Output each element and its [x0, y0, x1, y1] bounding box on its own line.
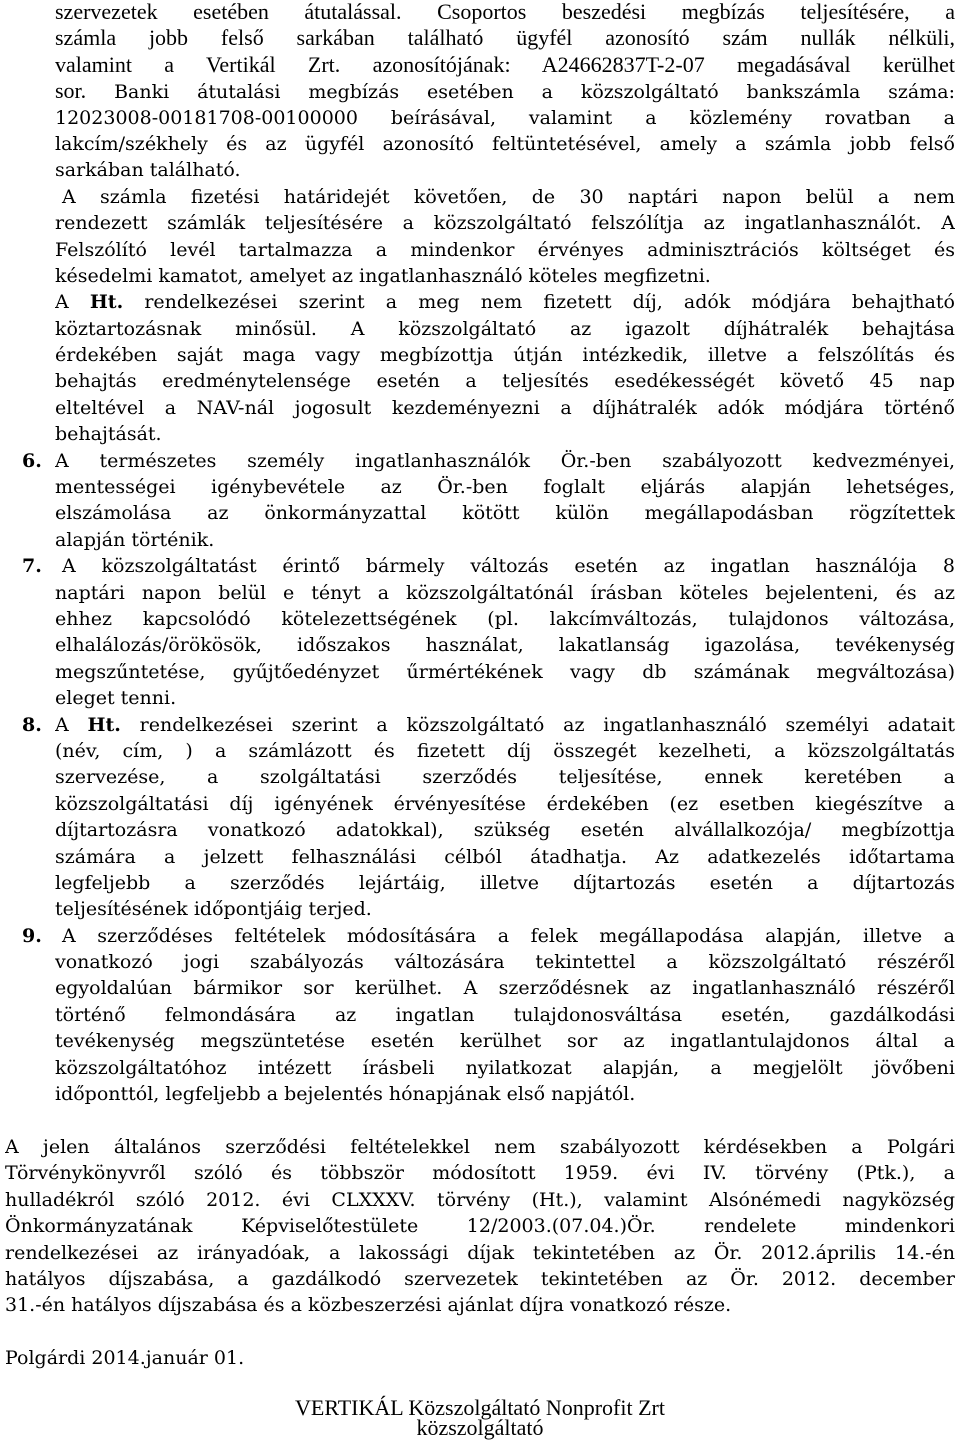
text-line: elhalálozás/örökösök, időszakos használat, lakatlanság igazolása, tevékenység	[55, 634, 955, 657]
text-line: 12023008-00181708-00100000 beírásával, valamint a közlemény rovatban a	[55, 106, 955, 129]
text-line: díjtartozásra vonatkozó adatokkal), szükség esetén alvállalkozója/ megbízottja	[55, 819, 955, 842]
text-line: Törvénykönyvről szóló és többször módosított 1959. évi IV. törvény (Ptk.), a	[5, 1162, 955, 1185]
date-line: Polgárdi 2014.január 01.	[5, 1347, 245, 1369]
text-line: vonatkozó jogi szabályozás változására tekintettel a közszolgáltató részéről	[55, 951, 955, 974]
text-line: Felszólító levél tartalmazza a mindenkor érvényes adminisztrációs költséget és	[55, 238, 955, 261]
text-line: mentességei igénybevétele az Ör.-ben foglalt eljárás alapján lehetséges,	[55, 476, 955, 499]
text-line: Önkormányzatának Képviselőtestülete 12/2003.(07.04.)Ör. rendelete mindenkori	[5, 1215, 955, 1238]
item-number: 8.	[22, 713, 42, 736]
text-line: számára a jelzett felhasználási célból átadhatja. Az adatkezelés időtartama	[55, 845, 955, 868]
text-line: számla jobb felső sarkában található ügyfél azonosító szám nullák nélküli,	[55, 25, 955, 51]
item-number: 6.	[22, 449, 42, 472]
text-line: történő felmondására az ingatlan tulajdonosváltása esetén, gazdálkodási	[55, 1003, 955, 1026]
law-abbreviation: Ht.	[87, 713, 121, 736]
list-item-6	[22, 448, 955, 554]
text-line: köztartozásnak minősül. A közszolgáltató az igazolt díjhátralék behajtása	[55, 317, 955, 340]
text-line: lakcím/székhely és az ügyfél azonosító feltüntetésével, amely a számla jobb felső	[55, 132, 955, 155]
text-line: legfeljebb a szerződés lejártáig, illetve díjtartozás esetén a díjtartozás	[55, 871, 955, 894]
document-body	[22, 0, 955, 1107]
text-line: rendelkezései az irányadóak, a lakossági díjak tekintetében az Ör. 2012.április 14.-én	[5, 1241, 955, 1264]
text-line: elszámolása az önkormányzattal kötött külön megállapodásban rögzítettek	[55, 502, 955, 525]
text-segment: sor.	[55, 78, 87, 104]
text-line: teljesítésének időpontjáig terjed.	[55, 898, 372, 921]
signature-block	[0, 1395, 960, 1440]
text-line: szervezetek esetében átutalással. Csoportos beszedési megbízás teljesítésére, a	[55, 0, 955, 24]
payment-paragraph	[55, 0, 955, 184]
reminder-paragraph	[55, 184, 955, 290]
text-segment: rendelkezései szerint a meg nem fizetett díj, adók módjára behajtható	[123, 291, 955, 314]
closing-paragraph	[5, 1134, 955, 1319]
text-line: tevékenység megszüntetése esetén kerülhet sor az ingatlantulajdonos által a	[55, 1030, 955, 1053]
text-line: szervezése, a szolgáltatási szerződés teljesítése, ennek keretében a	[55, 766, 955, 789]
text-line: elteltével a NAV-nál jogosult kezdeményezni a díjhátralék adók módjára történő	[55, 396, 955, 419]
text-line: megszűntetése, gyűjtőedényzet űrmértékének vagy db számának megváltozása)	[55, 660, 955, 683]
item-number: 9.	[22, 924, 42, 947]
text-line: közszolgáltatóhoz intézett írásbeli nyilatkozat alapján, a megjelölt jövőbeni	[55, 1056, 955, 1079]
text-line	[55, 78, 955, 104]
text-line: egyoldalúan bármikor sor kerülhet. A szerződésnek az ingatlanhasználó részéről	[55, 977, 955, 1000]
signature-company: VERTIKÁL Közszolgáltató Nonprofit Zrt	[295, 1395, 665, 1420]
text-line: A számla fizetési határidejét követően, de 30 naptári napon belül a nem	[62, 185, 955, 208]
text-line	[55, 712, 955, 738]
text-line: A szerződéses feltételek módosítására a felek megállapodása alapján, illetve a	[62, 924, 955, 947]
text-line	[55, 289, 955, 315]
text-segment: A	[55, 713, 88, 736]
text-segment: rendelkezései szerint a közszolgáltató az ingatlanhasználó személyi adatait	[120, 713, 955, 736]
text-segment: A	[55, 291, 90, 314]
text-line: rendezett számlák teljesítésére a közszolgáltató felszólítja az ingatlanhasználót. A	[55, 212, 955, 235]
text-line: közszolgáltatási díj igényének érvényesítése érdekében (ez esetben kiegészítve a	[55, 792, 955, 815]
text-line: A közszolgáltatást érintő bármely változás esetén az ingatlan használója 8	[62, 555, 955, 578]
text-line: eleget tenni.	[55, 687, 177, 710]
text-line: hatályos díjszabása, a gazdálkodó szervezetek tekintetében az Ör. 2012. december	[5, 1267, 955, 1290]
text-line: valamint a Vertikál Zrt. azonosítójának: A24662837T-2-07 megadásával kerülhet	[55, 51, 955, 77]
list-item-8	[22, 712, 955, 923]
text-line: A természetes személy ingatlanhasználók Ör.-ben szabályozott kedvezményei,	[55, 449, 955, 472]
text-line: ehhez kapcsolódó kötelezettségének (pl. lakcímváltozás, tulajdonos változása,	[55, 607, 955, 630]
text-line: (név, cím, ) a számlázott és fizetett díj összegét kezelheti, a közszolgáltatás	[55, 739, 955, 762]
text-line: sarkában található.	[55, 159, 241, 182]
text-line: hulladékról szóló 2012. évi CLXXXV. törvény (Ht.), valamint Alsónémedi nagyközség	[5, 1188, 955, 1211]
text-line: naptári napon belül e tényt a közszolgáltatónál írásban köteles bejelenteni, és az	[55, 581, 955, 604]
text-segment: Banki átutalási megbízás esetében a közszolgáltató bankszámla száma:	[86, 81, 955, 104]
item-number: 7.	[22, 555, 42, 578]
text-line: behajtását.	[55, 423, 162, 446]
list-item-7	[22, 553, 955, 711]
law-abbreviation: Ht.	[89, 291, 124, 314]
text-line: A jelen általános szerződési feltételekkel nem szabályozott kérdésekben a Polgári	[5, 1136, 955, 1158]
text-line: érdekében saját maga vagy megbízottja útján intézkedik, illetve a felszólítás és	[55, 344, 955, 367]
text-line: alapján történik.	[55, 528, 215, 551]
text-line: 31.-én hatályos díjszabása és a közbeszerzési ajánlat díjra vonatkozó része.	[5, 1294, 732, 1317]
text-line: behajtás eredménytelensége esetén a teljesítés esedékességét követő 45 nap	[55, 370, 955, 393]
text-line: késedelmi kamatot, amelyet az ingatlanhasználó köteles megfizetni.	[55, 264, 711, 287]
signature-role: közszolgáltató	[416, 1415, 544, 1440]
text-line: időponttól, legfeljebb a bejelentés hónapjának első napjától.	[55, 1083, 636, 1106]
collection-paragraph	[55, 289, 955, 447]
list-item-9	[22, 923, 955, 1108]
